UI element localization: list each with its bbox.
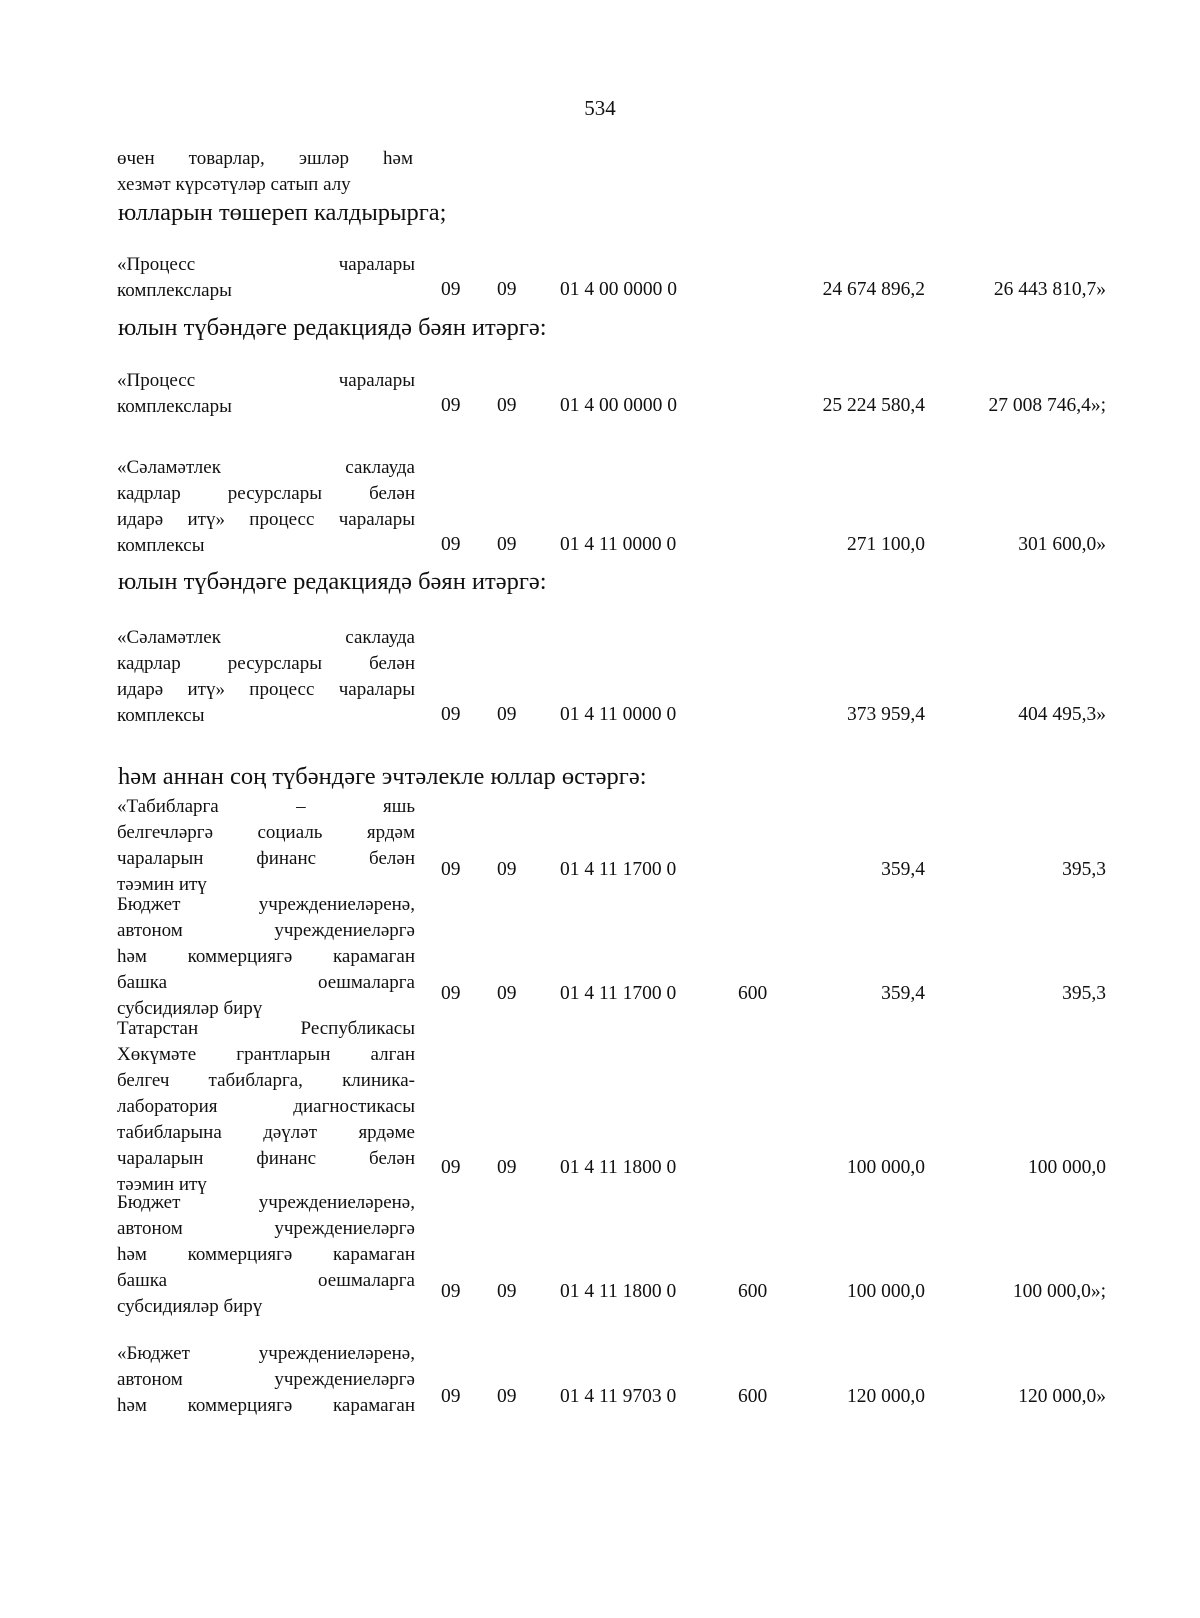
- description-line: кадрлар ресурслары белән: [117, 483, 415, 504]
- subchapter-cell: 09: [497, 279, 517, 300]
- subchapter-cell: 09: [497, 395, 517, 416]
- code-cell: 01 4 11 1700 0: [560, 983, 677, 1004]
- description-line: комплексы: [117, 535, 205, 556]
- chapter-cell: 09: [441, 1157, 461, 1178]
- code-cell: 01 4 11 0000 0: [560, 704, 677, 725]
- description-line: башка оешмаларга: [117, 972, 415, 993]
- description-line: комплексы: [117, 705, 205, 726]
- description-line: субсидияләр бирү: [117, 998, 263, 1019]
- subchapter-cell: 09: [497, 859, 517, 880]
- intro-line: өчен товарлар, эшләр һәм: [117, 148, 413, 169]
- description-line: белгечләргә социаль ярдәм: [117, 822, 415, 843]
- expense-type-cell: 600: [738, 983, 768, 1004]
- value-2-cell: 301 600,0»: [1018, 534, 1106, 555]
- chapter-cell: 09: [441, 534, 461, 555]
- value-1-cell: 373 959,4: [847, 704, 925, 725]
- code-cell: 01 4 11 1800 0: [560, 1157, 677, 1178]
- description-line: комплекслары: [117, 396, 232, 417]
- value-1-cell: 271 100,0: [847, 534, 925, 555]
- expense-type-cell: 600: [738, 1281, 768, 1302]
- row-description: [117, 1190, 415, 1320]
- description-line: «Бюджет учреждениеләренә,: [117, 1343, 415, 1364]
- description-line: Бюджет учреждениеләренә,: [117, 894, 415, 915]
- row-description: [117, 1016, 415, 1198]
- chapter-cell: 09: [441, 704, 461, 725]
- description-line: Татарстан Республикасы: [117, 1018, 415, 1039]
- chapter-cell: 09: [441, 859, 461, 880]
- subchapter-cell: 09: [497, 1386, 517, 1407]
- row-description: [117, 1341, 415, 1419]
- description-line: тәэмин итү: [117, 874, 207, 895]
- description-line: белгеч табибларга, клиника-: [117, 1070, 415, 1091]
- description-line: һәм коммерциягә карамаган: [117, 1395, 415, 1416]
- code-cell: 01 4 11 1800 0: [560, 1281, 677, 1302]
- description-line: автоном учреждениеләргә: [117, 1218, 415, 1239]
- value-2-cell: 404 495,3»: [1018, 704, 1106, 725]
- expense-type-cell: 600: [738, 1386, 768, 1407]
- value-2-cell: 26 443 810,7»: [993, 279, 1106, 300]
- description-line: идарә итү» процесс чаралары: [117, 509, 415, 530]
- row-description: [117, 252, 415, 304]
- intro-text: [117, 146, 413, 198]
- description-line: идарә итү» процесс чаралары: [117, 679, 415, 700]
- code-cell: 01 4 00 0000 0: [560, 279, 677, 300]
- description-line: «Процесс чаралары: [117, 370, 415, 391]
- description-line: «Сәламәтлек саклауда: [117, 627, 415, 648]
- value-2-cell: 120 000,0»: [1018, 1386, 1106, 1407]
- row-description: [117, 794, 415, 898]
- description-line: Бюджет учреждениеләренә,: [117, 1192, 415, 1213]
- value-1-cell: 359,4: [881, 859, 925, 880]
- chapter-cell: 09: [441, 1386, 461, 1407]
- instruction-edit: юлын түбәндәге редакциядә бәян итәргә:: [118, 568, 547, 595]
- description-line: комплекслары: [117, 280, 232, 301]
- subchapter-cell: 09: [497, 1157, 517, 1178]
- value-1-cell: 25 224 580,4: [822, 395, 925, 416]
- value-1-cell: 120 000,0: [847, 1386, 925, 1407]
- description-line: чараларын финанс белән: [117, 848, 415, 869]
- row-description: [117, 368, 415, 420]
- description-line: автоном учреждениеләргә: [117, 920, 415, 941]
- value-2-cell: 100 000,0: [1028, 1157, 1106, 1178]
- description-line: кадрлар ресурслары белән: [117, 653, 415, 674]
- description-line: башка оешмаларга: [117, 1270, 415, 1291]
- value-2-cell: 27 008 746,4»;: [988, 395, 1106, 416]
- description-line: һәм коммерциягә карамаган: [117, 1244, 415, 1265]
- page-number: 534: [584, 96, 616, 120]
- chapter-cell: 09: [441, 983, 461, 1004]
- chapter-cell: 09: [441, 279, 461, 300]
- intro-line: хезмәт күрсәтүләр сатып алу: [117, 174, 351, 195]
- subchapter-cell: 09: [497, 1281, 517, 1302]
- value-2-cell: 395,3: [1062, 983, 1106, 1004]
- value-1-cell: 359,4: [881, 983, 925, 1004]
- value-2-cell: 395,3: [1062, 859, 1106, 880]
- instruction-edit: юлын түбәндәге редакциядә бәян итәргә:: [118, 314, 547, 341]
- description-line: табибларына дәүләт ярдәме: [117, 1122, 415, 1143]
- row-description: [117, 892, 415, 1022]
- instruction-delete: юлларын төшереп калдырырга;: [118, 199, 447, 226]
- code-cell: 01 4 11 9703 0: [560, 1386, 677, 1407]
- description-line: чараларын финанс белән: [117, 1148, 415, 1169]
- code-cell: 01 4 11 1700 0: [560, 859, 677, 880]
- description-line: «Табибларга – яшь: [117, 796, 415, 817]
- row-description: [117, 455, 415, 559]
- description-line: «Сәламәтлек саклауда: [117, 457, 415, 478]
- subchapter-cell: 09: [497, 704, 517, 725]
- description-line: автоном учреждениеләргә: [117, 1369, 415, 1390]
- subchapter-cell: 09: [497, 534, 517, 555]
- chapter-cell: 09: [441, 1281, 461, 1302]
- row-description: [117, 625, 415, 729]
- code-cell: 01 4 00 0000 0: [560, 395, 677, 416]
- instruction-add: һәм аннан соң түбәндәге эчтәлекле юллар өстәргә:: [118, 763, 647, 790]
- chapter-cell: 09: [441, 395, 461, 416]
- subchapter-cell: 09: [497, 983, 517, 1004]
- value-1-cell: 100 000,0: [847, 1157, 925, 1178]
- code-cell: 01 4 11 0000 0: [560, 534, 677, 555]
- value-1-cell: 100 000,0: [847, 1281, 925, 1302]
- value-2-cell: 100 000,0»;: [1012, 1281, 1106, 1302]
- value-1-cell: 24 674 896,2: [822, 279, 925, 300]
- description-line: субсидияләр бирү: [117, 1296, 263, 1317]
- description-line: лаборатория диагностикасы: [117, 1096, 415, 1117]
- description-line: «Процесс чаралары: [117, 254, 415, 275]
- description-line: Хөкүмәте грантларын алган: [117, 1044, 415, 1065]
- description-line: тәэмин итү: [117, 1174, 207, 1195]
- description-line: һәм коммерциягә карамаган: [117, 946, 415, 967]
